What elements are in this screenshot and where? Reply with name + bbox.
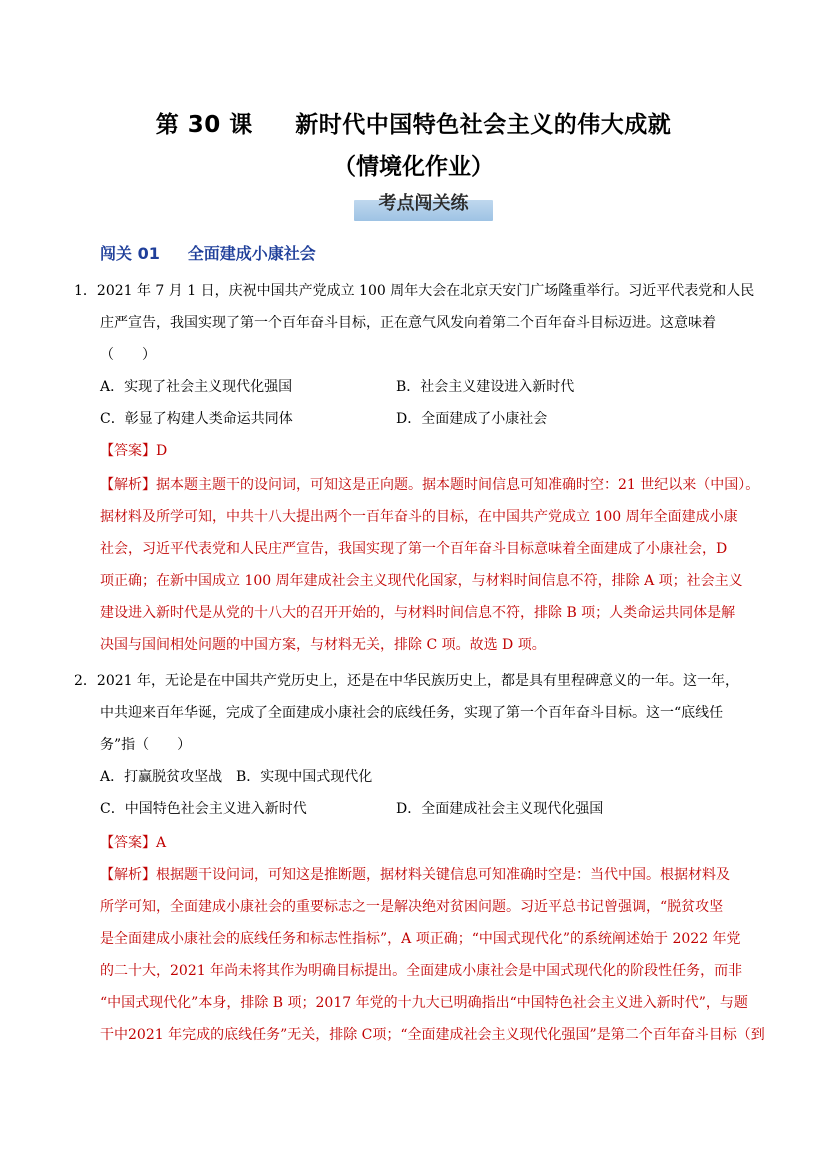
section-badge: [354, 191, 493, 221]
q2-analysis-line-2: 所学可知，全面建成小康社会的重要标志之一是解决绝对贫困问题。习近平总书记曾强调，“脱贫攻坚: [100, 899, 724, 915]
lesson-subtitle: （情境化作业）: [333, 154, 494, 180]
q1-analysis-line-3: 社会，习近平代表党和人民庄严宣告，我国实现了第一个百年奋斗目标意味着全面建成了小康社会，D: [100, 541, 728, 557]
q1-stem-line-3: （ ）: [100, 347, 156, 363]
q2-option-d: D．全面建成社会主义现代化强国: [396, 801, 604, 817]
q1-analysis-line-6: 决国与国间相处问题的中国方案，与材料无关，排除 C 项。故选 D 项。: [100, 637, 546, 653]
q1-option-b: B．社会主义建设进入新时代: [396, 379, 575, 395]
q2-analysis-line-1: 【解析】根据题干设问词，可知这是推断题，据材料关键信息可知准确时空是：当代中国。根据材料及: [100, 867, 730, 883]
q2-analysis-line-6: 干中2021 年完成的底线任务”无关，排除 C项；“全面建成社会主义现代化强国”是第二个百年奋斗目标（到: [100, 1027, 765, 1043]
q2-option-a: A．打赢脱贫攻坚战: [100, 769, 223, 785]
q2-option-b: B．实现中国式现代化: [236, 769, 373, 785]
badge-label: 考点闯关练: [378, 193, 469, 214]
q1-analysis-line-4: 项正确；在新中国成立 100 周年建成社会主义现代化国家，与材料时间信息不符，排除 A 项；社会主义: [100, 573, 743, 589]
q2-analysis-line-4: 的二十大，2021 年尚未将其作为明确目标提出。全面建成小康社会是中国式现代化的阶段性任务，而非: [100, 963, 743, 979]
q1-stem-line-1: 1．2021 年 7 月 1 日，庆祝中国共产党成立 100 周年大会在北京天安门广场隆重举行。习近平代表党和人民: [74, 283, 755, 299]
q1-option-a: A．实现了社会主义现代化强国: [100, 379, 293, 395]
section-heading: 闯关 01 全面建成小康社会: [100, 244, 316, 263]
q1-option-d: D．全面建成了小康社会: [396, 411, 548, 427]
q1-analysis-line-2: 据材料及所学可知，中共十八大提出两个一百年奋斗的目标，在中国共产党成立 100 周年全面建成小康: [100, 509, 738, 525]
q1-analysis-line-5: 建设进入新时代是从党的十八大的召开开始的，与材料时间信息不符，排除 B 项；人类命运共同体是解: [100, 605, 736, 621]
q1-analysis-line-1: 【解析】据本题主题干的设问词，可知这是正向题。据本题时间信息可知准确时空：21 世纪以来（中国）。: [100, 477, 760, 493]
q2-answer: 【答案】A: [100, 835, 167, 851]
q1-stem-line-2: 庄严宣告，我国实现了第一个百年奋斗目标，正在意气风发向着第二个百年奋斗目标迈进。这意味着: [100, 315, 716, 331]
q2-analysis-line-5: “中国式现代化”本身，排除 B 项；2017 年党的十九大已明确指出“中国特色社会主义进入新时代”，与题: [100, 995, 748, 1011]
q2-stem-line-3: 务”指（ ）: [100, 737, 192, 753]
q1-answer: 【答案】D: [100, 443, 168, 459]
lesson-title: 第 30 课 新时代中国特色社会主义的伟大成就: [155, 112, 672, 138]
q2-option-c: C．中国特色社会主义进入新时代: [100, 801, 307, 817]
q2-stem-line-2: 中共迎来百年华诞，完成了全面建成小康社会的底线任务，实现了第一个百年奋斗目标。这一“底线任: [100, 705, 724, 721]
q1-option-c: C．彰显了构建人类命运共同体: [100, 411, 293, 427]
q2-stem-line-1: 2．2021 年，无论是在中国共产党历史上，还是在中华民族历史上，都是具有里程碑意义的一年。这一年，: [74, 673, 739, 689]
q2-analysis-line-3: 是全面建成小康社会的底线任务和标志性指标”，A 项正确；“中国式现代化”的系统阐述始于 2022 年党: [100, 931, 741, 947]
